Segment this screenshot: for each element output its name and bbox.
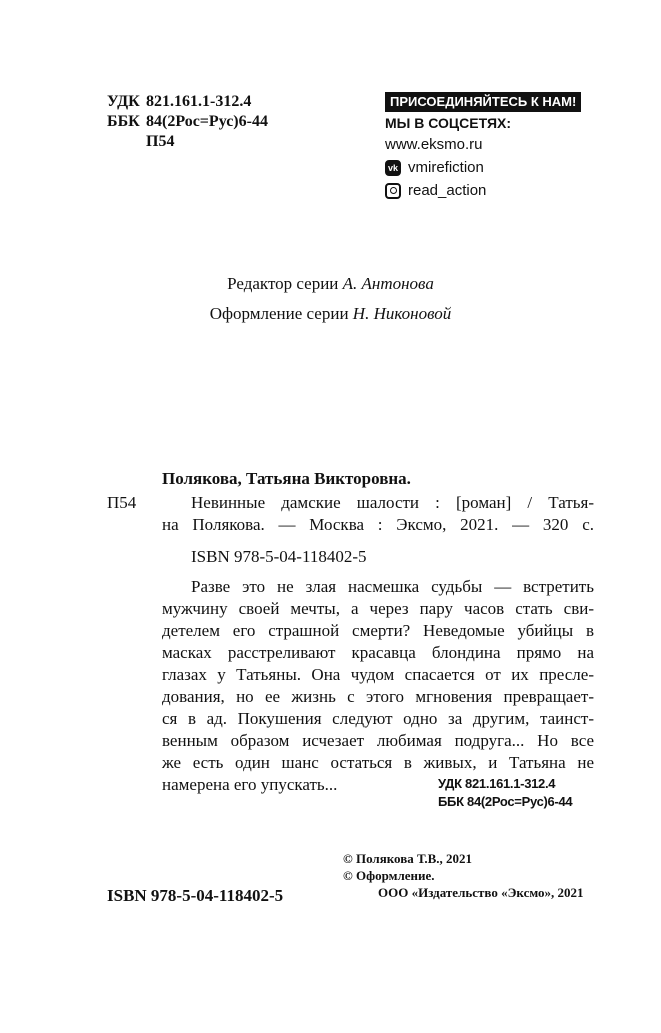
book-description: [162, 492, 594, 536]
series-design-name: Н. Никоновой: [352, 304, 452, 323]
website-link[interactable]: www.eksmo.ru: [385, 136, 483, 153]
bbk-value: 84(2Рос=Рус)6-44: [146, 113, 268, 130]
annotation-line: дования, но ее жизнь с этого мгновения превращает-: [162, 687, 594, 706]
series-editor-name: А. Антонова: [342, 274, 434, 293]
footer-codes: [438, 775, 572, 811]
annotation-line: масках расстреливают красавца блондина прямо на: [162, 643, 594, 662]
series-design-line: [0, 303, 661, 325]
annotation-line: Разве это не злая насмешка судьбы — встретить: [191, 577, 594, 596]
copyright-block: [343, 850, 584, 901]
vk-handle[interactable]: vmirefiction: [408, 158, 484, 176]
footer-bbk: ББК 84(2Рос=Рус)6-44: [438, 794, 573, 809]
series-design-label: Оформление серии: [209, 304, 349, 323]
series-editor-label: Редактор серии: [227, 274, 339, 293]
annotation-line: венным образом исчезает любимая подруга... Но все: [162, 731, 594, 750]
vk-icon: vk: [385, 160, 401, 176]
series-editor-line: [0, 273, 661, 295]
annotation-line: ся в ад. Покушения следуют одно за другим, таинст-: [162, 709, 594, 728]
udk-label: УДК: [107, 93, 140, 110]
annotation-line: мужчину своей мечты, а через пару часов стать сви-: [162, 599, 594, 618]
bbk-label: ББК: [107, 113, 140, 130]
isbn-bottom: ISBN 978-5-04-118402-5: [107, 886, 284, 905]
udk-value: 821.161.1-312.4: [146, 93, 252, 110]
annotation-line: детелем его страшной смерти? Неведомые убийцы в: [162, 621, 594, 640]
copyright-design: © Оформление.: [343, 868, 435, 883]
book-author: Полякова, Татьяна Викторовна.: [162, 469, 411, 488]
classification-codes: [107, 92, 268, 152]
description-line: Невинные дамские шалости : [роман] / Татья-: [191, 493, 594, 512]
social-block: [385, 92, 581, 202]
annotation-line: намерена его упускать...: [162, 775, 338, 794]
vk-row[interactable]: [385, 156, 581, 179]
annotation-line: же есть один шанс остаться в живых, и Татьяна не: [162, 753, 594, 772]
annotation: [162, 576, 594, 796]
bibliography-mark: П54: [107, 493, 137, 512]
social-heading: МЫ В СОЦСЕТЯХ:: [385, 115, 512, 131]
annotation-line: глазах у Татьяны. Она чудом спасается от их пресле-: [162, 665, 594, 684]
copyright-author: © Полякова Т.В., 2021: [343, 851, 473, 866]
join-us-banner: ПРИСОЕДИНЯЙТЕСЬ К НАМ!: [385, 92, 581, 112]
isbn-line: ISBN 978-5-04-118402-5: [191, 547, 367, 566]
description-line: на Полякова. — Москва : Эксмо, 2021. — 320 с.: [162, 515, 594, 534]
instagram-handle[interactable]: read_action: [408, 181, 487, 199]
author-mark: П54: [146, 133, 175, 150]
instagram-icon: [385, 183, 401, 199]
footer-udk: УДК 821.161.1-312.4: [438, 776, 556, 791]
instagram-row[interactable]: [385, 179, 581, 202]
copyright-publisher: ООО «Издательство «Эксмо», 2021: [378, 885, 584, 900]
